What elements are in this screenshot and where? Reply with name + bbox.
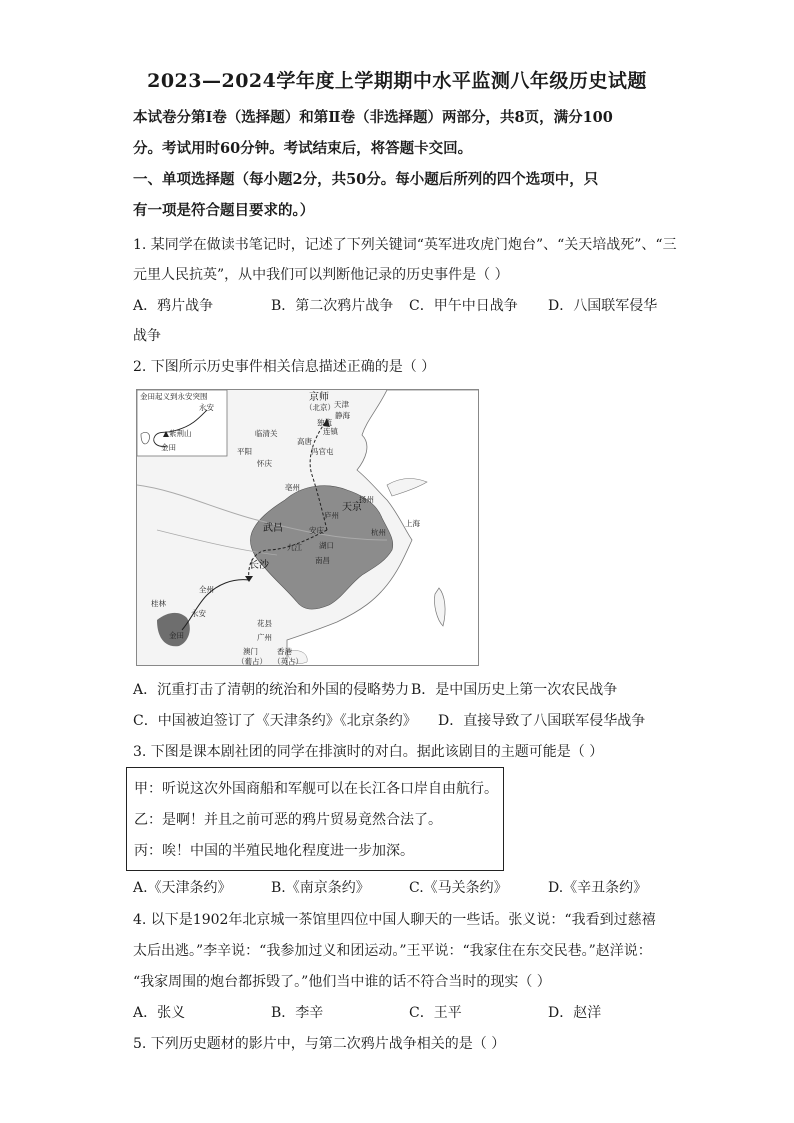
map-label-aomen: 澳门 <box>243 647 258 656</box>
map-label-jingshi: 京师 <box>309 392 329 403</box>
map-label-duliu: 独流 <box>317 418 332 427</box>
map-label-anqing: 安庆 <box>309 526 324 535</box>
map-label-tianjin: 天津 <box>334 400 349 409</box>
taiping-map-svg <box>137 390 479 666</box>
q1-stem-line-2: 元里人民抗英”，从中我们可以判断他记录的历史事件是（ ） <box>133 267 509 283</box>
map-label-shanghai: 上海 <box>405 519 420 528</box>
q1-stem-line-1: 1. 某同学在做读书笔记时，记述了下列关键词“英军进攻虎门炮台”、“关天培战死”、“三 <box>133 237 677 253</box>
q3-dialog-line-yi: 乙：是啊！并且之前可恶的鸦片贸易竟然合法了。 <box>134 812 442 828</box>
page-title: 2023—2024学年度上学期期中水平监测八年级历史试题 <box>147 70 647 92</box>
map-label-hukou: 湖口 <box>319 541 334 550</box>
map-label-jiujiang: 九江 <box>287 543 302 552</box>
q4-option-a[interactable]: A．张义 <box>133 1005 186 1021</box>
map-label-yongan: 永安 <box>191 609 206 618</box>
q4-option-b[interactable]: B．李辛 <box>271 1005 324 1021</box>
q4-option-d[interactable]: D．赵洋 <box>548 1005 602 1021</box>
map-inset-title: 金田起义到永安突围 <box>140 392 208 401</box>
taiping-map <box>136 389 479 666</box>
map-inset-yongan: 永安 <box>199 403 214 412</box>
map-label-quanzhou: 全州 <box>199 585 214 594</box>
intro-line-2: 分。考试用时60分钟。考试结束后，将答题卡交回。 <box>133 140 473 157</box>
map-label-lianzhen: 连镇 <box>323 427 338 436</box>
q3-option-a[interactable]: A.《天津条约》 <box>133 880 232 896</box>
q3-dialog-line-bing: 丙：唉！中国的半殖民地化程度进一步加深。 <box>134 843 414 859</box>
q3-dialog-line-jia: 甲：听说这次外国商船和军舰可以在长江各口岸自由航行。 <box>134 781 498 797</box>
map-inset-jintian: 金田 <box>161 443 176 452</box>
map-label-changsha: 长沙 <box>249 560 269 571</box>
q5-stem: 5. 下列历史题材的影片中，与第二次鸦片战争相关的是（ ） <box>133 1036 506 1052</box>
map-label-linqingguan: 临清关 <box>255 429 278 438</box>
map-label-aomen-note: （葡占） <box>237 657 267 666</box>
map-label-nanchang: 南昌 <box>315 556 330 565</box>
q4-stem-line-1: 4. 以下是1902年北京城一茶馆里四位中国人聊天的一些话。张义说：“我看到过慈禧 <box>133 912 656 928</box>
map-label-guilin: 桂林 <box>151 599 166 608</box>
q4-option-c[interactable]: C．王平 <box>409 1005 462 1021</box>
q2-option-d[interactable]: D．直接导致了八国联军侵华战争 <box>438 713 646 729</box>
q2-option-a[interactable]: A．沉重打击了清朝的统治和外国的侵略势力 <box>133 682 410 698</box>
q4-stem-line-2: 太后出逃。”李辛说：“我参加过义和团运动。”王平说：“我家住在东交民巷。”赵洋说： <box>133 943 652 959</box>
q1-option-a[interactable]: A．鸦片战争 <box>133 298 214 314</box>
map-label-xianggang: 香港 <box>277 647 292 656</box>
q1-option-c[interactable]: C．甲午中日战争 <box>409 298 518 314</box>
section-heading-line-1: 一、单项选择题（每小题2分，共50分。每小题后所列的四个选项中，只 <box>133 171 599 188</box>
q3-option-c[interactable]: C.《马关条约》 <box>409 880 508 896</box>
map-label-huaiqing: 怀庆 <box>257 459 272 468</box>
map-label-bozhou: 亳州 <box>285 483 300 492</box>
map-inset-zijing: 紫荆山 <box>169 429 192 438</box>
q2-option-b[interactable]: B．是中国历史上第一次农民战争 <box>411 682 618 698</box>
q2-option-c[interactable]: C．中国被迫签订了《天津条约》《北京条约》 <box>133 713 417 729</box>
map-label-jintian: 金田 <box>169 631 184 640</box>
map-label-jinghai: 静海 <box>335 411 350 420</box>
q3-option-d[interactable]: D.《辛丑条约》 <box>548 880 648 896</box>
q1-option-b[interactable]: B．第二次鸦片战争 <box>271 298 394 314</box>
q2-stem: 2. 下图所示历史事件相关信息描述正确的是（ ） <box>133 359 436 375</box>
intro-line-1: 本试卷分第Ⅰ卷（选择题）和第Ⅱ卷（非选择题）两部分，共8页，满分100 <box>133 109 613 126</box>
map-label-tianjing: 天京 <box>342 502 362 513</box>
section-heading-line-2: 有一项是符合题目要求的。） <box>133 202 315 219</box>
q3-stem: 3. 下图是课本剧社团的同学在排演时的对白。据此该剧目的主题可能是（ ） <box>133 744 604 760</box>
map-label-hangzhou: 杭州 <box>371 528 386 537</box>
map-label-xianggang-note: （英占） <box>273 657 303 666</box>
map-label-fengguan: 冯官屯 <box>311 447 334 456</box>
q3-dialog-box <box>126 767 504 871</box>
map-label-luzhou: 庐州 <box>324 511 339 520</box>
q4-stem-line-3: “我家周围的炮台都拆毁了。”他们当中谁的话不符合当时的现实（ ） <box>133 974 551 990</box>
q1-option-d[interactable]: D．八国联军侵华 <box>548 298 658 314</box>
q1-option-d-wrap: 战争 <box>133 328 161 344</box>
map-label-huaxian: 花县 <box>257 619 272 628</box>
q3-option-b[interactable]: B.《南京条约》 <box>271 880 370 896</box>
map-label-beijing: （北京） <box>305 403 335 412</box>
map-label-guangzhou: 广州 <box>257 633 272 642</box>
map-label-yangzhou: 扬州 <box>359 495 374 504</box>
map-label-gaotang: 高唐 <box>297 437 312 446</box>
map-label-wuchang: 武昌 <box>263 523 283 534</box>
map-label-pingxiang: 平阳 <box>237 447 252 456</box>
